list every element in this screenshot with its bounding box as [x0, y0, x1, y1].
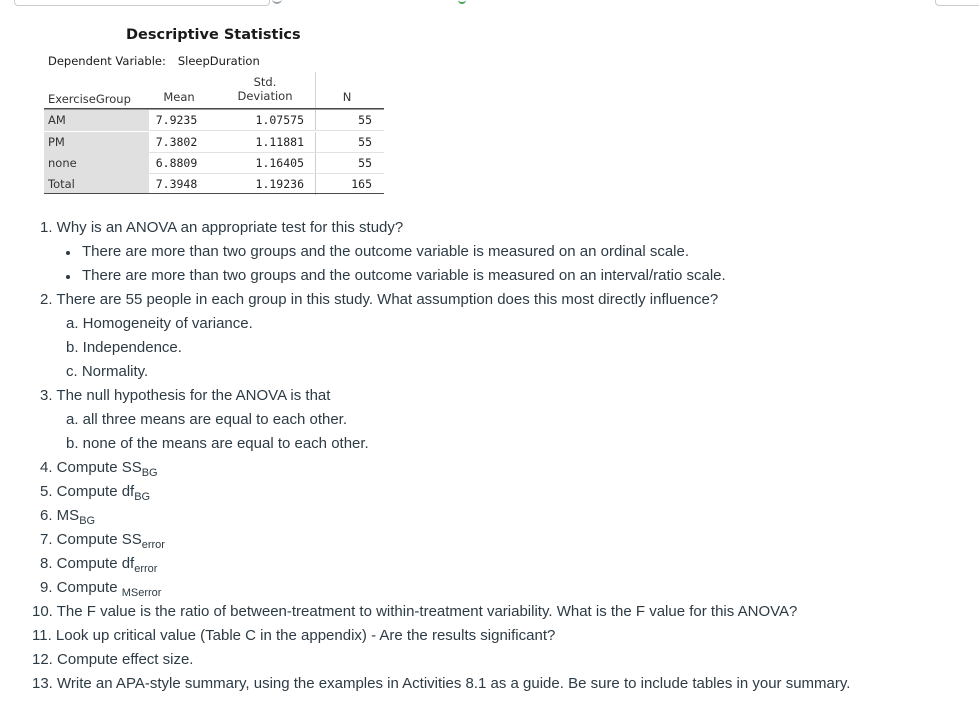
- question-6-subscript: BG: [79, 515, 96, 527]
- question-5-text: 5. Compute df: [40, 483, 135, 500]
- question-8-text: 8. Compute df: [40, 555, 135, 572]
- column-divider: [315, 110, 316, 131]
- top-green-fragment: [458, 0, 466, 4]
- question-13: 13. Write an APA-style summary, using the examples in Activities 8.1 as a guide. Be sure to include tables in your summary.: [32, 675, 851, 692]
- column-divider: [315, 174, 316, 195]
- cell-n: 165: [351, 177, 372, 191]
- question-2-option-c: c. Normality.: [66, 363, 149, 380]
- cell-n: 55: [358, 113, 372, 127]
- row-label: AM: [44, 110, 149, 131]
- question-8: [40, 555, 158, 575]
- question-5-subscript: BG: [134, 491, 151, 503]
- question-7-subscript: error: [141, 539, 165, 551]
- cell-mean: 7.3948: [155, 177, 198, 191]
- cell-std: 1.11881: [255, 135, 304, 149]
- cell-n: 55: [358, 135, 372, 149]
- dependent-variable-label: Dependent Variable:: [48, 54, 166, 68]
- row-divider: [149, 130, 384, 131]
- question-4: [40, 459, 158, 479]
- question-11: 11. Look up critical value (Table C in the appendix) - Are the results significant?: [32, 627, 556, 644]
- question-1-option-1: There are more than two groups and the outcome variable is measured on an ordinal scale.: [82, 243, 690, 260]
- question-4-text: 4. Compute SS: [40, 459, 142, 476]
- cell-std: 1.19236: [255, 177, 304, 191]
- header-exercise-group: ExerciseGroup: [48, 92, 131, 106]
- question-2: 2. There are 55 people in each group in this study. What assumption does this most directly influence?: [40, 291, 719, 308]
- cell-mean: 7.9235: [155, 113, 198, 127]
- top-curve-fragment: [272, 0, 282, 4]
- table-row: [44, 174, 384, 194]
- table-title: Descriptive Statistics: [126, 27, 301, 43]
- table-row: [44, 132, 384, 153]
- header-divider: [315, 72, 316, 108]
- question-3: 3. The null hypothesis for the ANOVA is that: [40, 387, 331, 404]
- top-input-edge: [14, 0, 270, 6]
- table-bottom-rule: [44, 193, 384, 194]
- cell-std: 1.16405: [255, 156, 304, 170]
- question-1-option-2: There are more than two groups and the outcome variable is measured on an interval/ratio scale.: [82, 267, 726, 284]
- question-12: 12. Compute effect size.: [32, 651, 194, 668]
- question-7: [40, 531, 165, 551]
- table-row: [44, 153, 384, 174]
- bullet-icon: [66, 275, 70, 279]
- question-3-option-a: a. all three means are equal to each other.: [66, 411, 348, 428]
- bullet-icon: [66, 251, 70, 255]
- question-9-subscript: MSerror: [121, 587, 162, 599]
- cell-std: 1.07575: [255, 113, 304, 127]
- question-6: [40, 507, 96, 527]
- question-9-text: 9. Compute: [40, 579, 118, 596]
- dependent-variable-name: SleepDuration: [177, 54, 260, 68]
- question-10: 10. The F value is the ratio of between-treatment to within-treatment variability. What is the F value for this ANOVA?: [32, 603, 798, 620]
- header-std-deviation: [234, 75, 296, 103]
- cell-mean: 7.3802: [155, 135, 198, 149]
- header-std-line1: Std.: [253, 75, 277, 89]
- top-right-button-edge: [935, 0, 979, 6]
- question-2-option-a: a. Homogeneity of variance.: [66, 315, 253, 332]
- header-std-line2: Deviation: [237, 89, 293, 103]
- row-label: Total: [44, 174, 149, 194]
- question-3-option-b: b. none of the means are equal to each other.: [66, 435, 369, 452]
- question-5: [40, 483, 151, 503]
- question-8-subscript: error: [134, 563, 158, 575]
- row-label: PM: [44, 132, 149, 153]
- column-divider: [315, 132, 316, 153]
- question-2-option-b: b. Independence.: [66, 339, 182, 356]
- question-9: [40, 579, 162, 599]
- cell-n: 55: [358, 156, 372, 170]
- question-1: 1. Why is an ANOVA an appropriate test for this study?: [40, 219, 404, 236]
- table-row: [44, 110, 384, 131]
- column-divider: [315, 153, 316, 174]
- dependent-variable-line: [48, 54, 260, 68]
- header-n: N: [342, 90, 352, 104]
- header-mean: Mean: [163, 90, 195, 104]
- cell-mean: 6.8809: [155, 156, 198, 170]
- question-4-subscript: BG: [141, 467, 158, 479]
- row-label: none: [44, 153, 149, 174]
- question-7-text: 7. Compute SS: [40, 531, 142, 548]
- question-6-text: 6. MS: [40, 507, 80, 524]
